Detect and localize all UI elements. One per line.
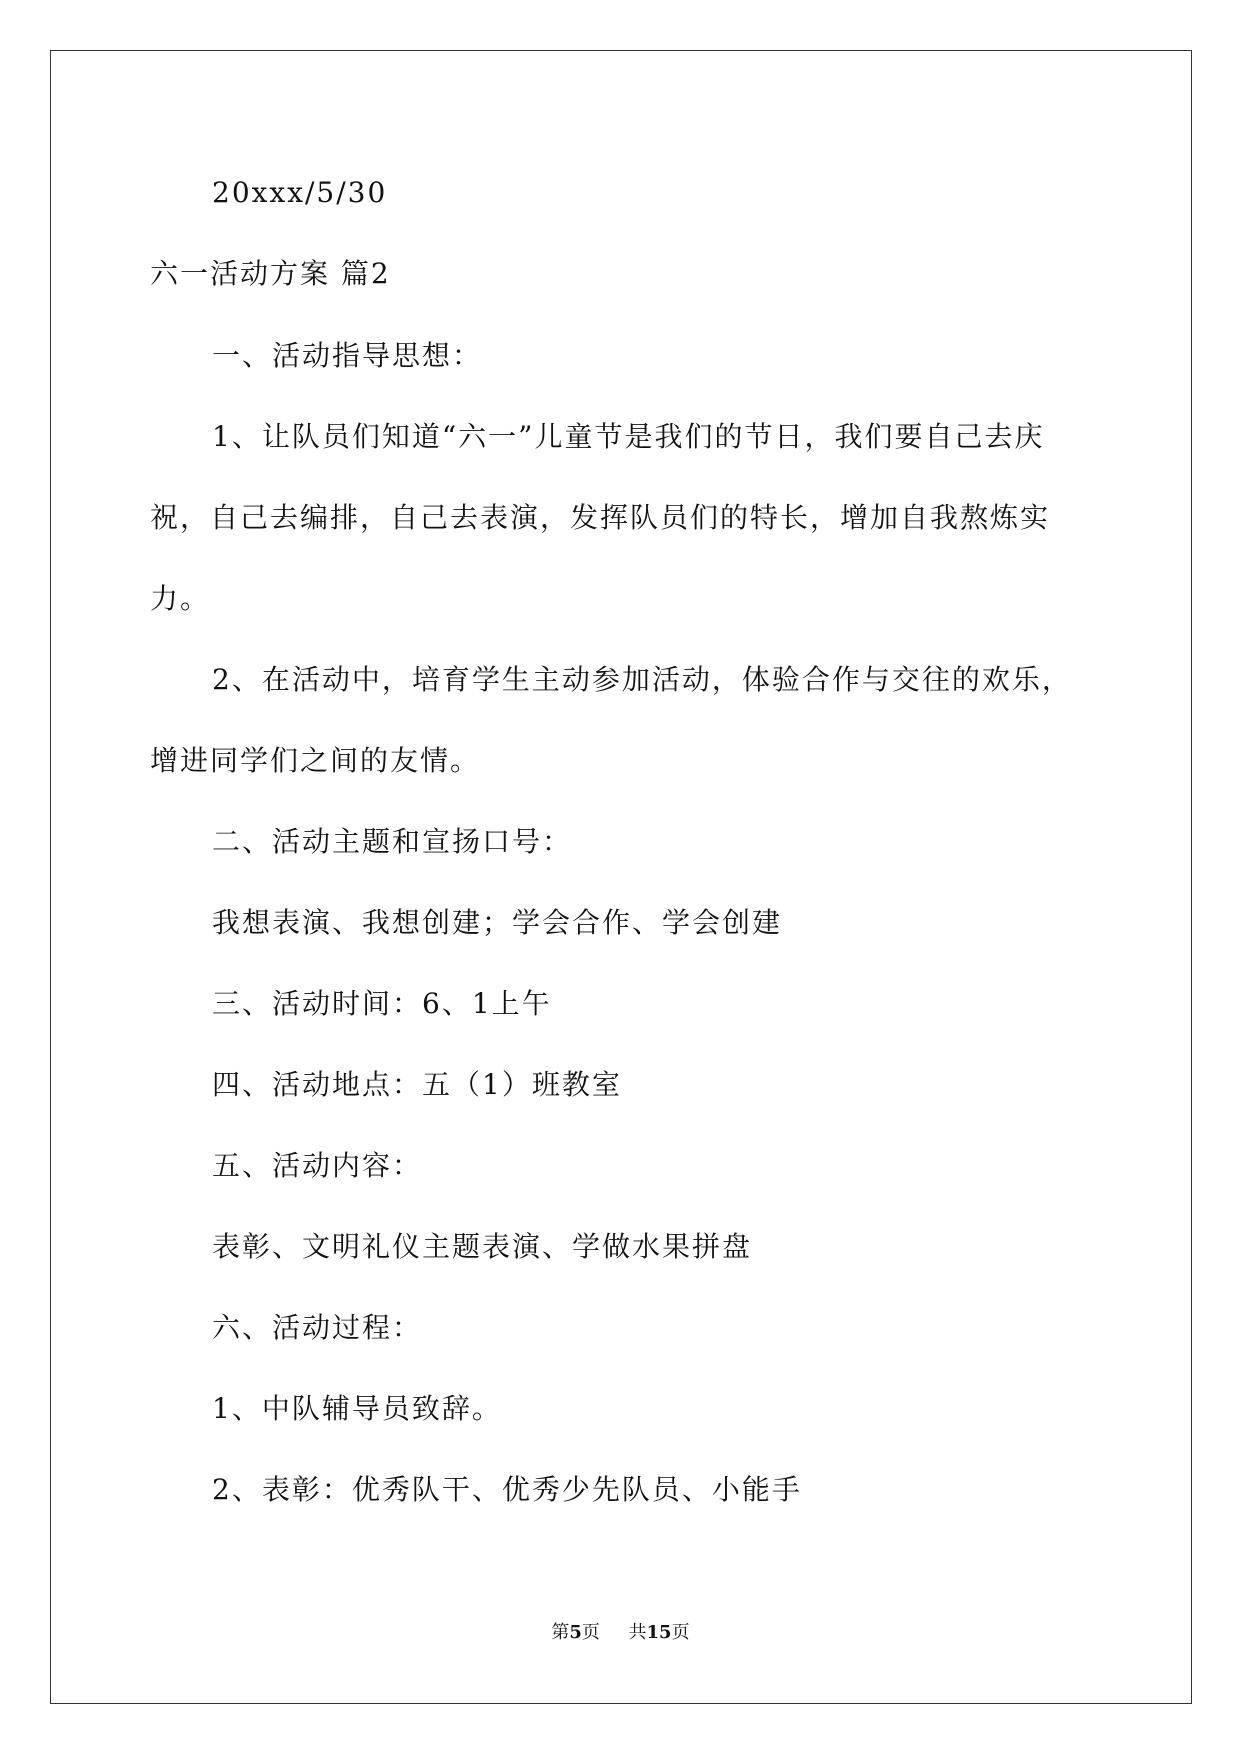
total-prefix: 共 <box>628 1622 647 1643</box>
heading-content: 五、活动内容： <box>212 1149 423 1182</box>
heading-time: 三、活动时间：6、1上午 <box>212 987 552 1020</box>
page-footer <box>0 1622 1241 1644</box>
total-suffix: 页 <box>671 1622 690 1643</box>
heading-guiding-thought: 一、活动指导思想： <box>212 339 483 372</box>
page-suffix: 页 <box>581 1622 600 1643</box>
section-title: 六一活动方案 篇2 <box>150 257 391 290</box>
paragraph-line: 增进同学们之间的友情。 <box>150 744 481 777</box>
heading-theme-slogan: 二、活动主题和宣扬口号： <box>212 825 573 858</box>
heading-location: 四、活动地点：五（1）班教室 <box>212 1068 622 1101</box>
process-step: 1、中队辅导员致辞。 <box>212 1392 502 1425</box>
page-frame <box>50 50 1192 1704</box>
paragraph-line: 力。 <box>150 582 211 615</box>
date-line: 20xxx/5/30 <box>212 176 388 209</box>
total-pages: 15 <box>646 1622 672 1643</box>
heading-process: 六、活动过程： <box>212 1311 423 1344</box>
paragraph-line: 1、让队员们知道“六一”儿童节是我们的节日，我们要自己去庆 <box>212 420 1045 453</box>
slogan-line: 我想表演、我想创建；学会合作、学会创建 <box>212 906 783 939</box>
process-step: 2、表彰：优秀队干、优秀少先队员、小能手 <box>212 1473 802 1506</box>
paragraph-line: 2、在活动中，培育学生主动参加活动，体验合作与交往的欢乐， <box>212 663 1072 696</box>
content-line: 表彰、文明礼仪主题表演、学做水果拼盘 <box>212 1230 753 1263</box>
page-number: 5 <box>569 1622 582 1643</box>
page-prefix: 第 <box>551 1622 570 1643</box>
paragraph-line: 祝，自己去编排，自己去表演，发挥队员们的特长，增加自我熬炼实 <box>150 501 1051 534</box>
